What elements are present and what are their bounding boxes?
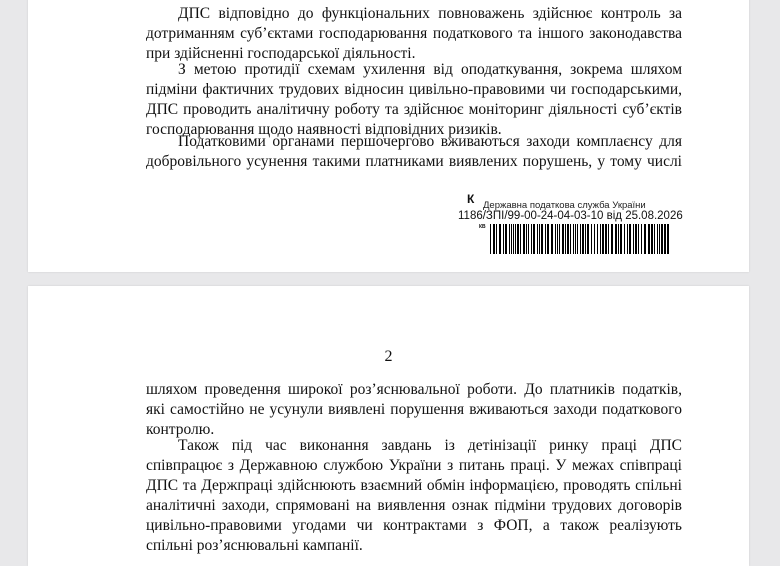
text-line: З метою протидії схемам ухилення від оподаткування, зокрема шляхом [178,61,682,78]
barcode-bar [611,224,613,254]
barcode-bar [648,224,650,254]
text-line: контролю. [146,421,215,438]
barcode-bar [638,224,639,254]
barcode-bar [551,224,553,254]
barcode-bar [520,224,521,254]
text-line: співпрацює з Державною службою України з питань праці. У межах співпраці [146,457,682,474]
barcode-bar [567,224,569,254]
barcode-bar [618,224,619,254]
barcode-bar [657,224,658,254]
barcode-bar [517,224,519,254]
text-line: цивільно-правовими угодами чи контрактами з ФОП, а також реалізують [146,517,682,534]
barcode-bar [541,224,543,254]
barcode-bar [523,224,525,254]
barcode-bar [490,224,491,254]
document-page-2 [28,286,749,566]
stamp-letter: К [467,192,475,206]
stamp-registration-number: 1186/ЗПІ/99-00-24-04-03-10 від 25.08.2026 [458,210,683,222]
text-line: Податковими органами першочергово вживаються заходи комплаєнсу для [178,133,682,150]
barcode-bar [635,224,637,254]
text-line: ДПС відповідно до функціональних повноважень здійснює контроль за [178,5,682,22]
text-line: Також під час виконання завдань із детінізації ринку праці ДПС [178,437,682,454]
barcode-bar [585,224,586,254]
barcode-bar [493,224,495,254]
barcode-bar [559,224,560,254]
barcode-bar [615,224,617,254]
barcode-bar [654,224,655,254]
barcode-bar [577,224,578,254]
barcode-bar [511,224,512,254]
barcode-bar [633,224,634,254]
text-line: аналітичні заходи, спрямовані на виявлення ознак підміни трудових договорів [146,497,682,514]
barcode-bar [537,224,538,254]
text-line: при здійсненні господарської діяльності. [146,45,416,62]
barcode-bar [641,224,642,254]
page1-paragraph-2 [146,60,682,140]
barcode-bar [515,224,516,254]
barcode-bar [608,224,609,254]
barcode-bar [555,224,556,254]
barcode-bar [545,224,546,254]
barcode-bar [531,224,532,254]
barcode-bar [627,224,628,254]
barcode-bar [496,224,497,254]
text-line: господарювання щодо наявності відповідних ризиків. [146,121,502,138]
barcode-bar [533,224,535,254]
barcode-bar [580,224,581,254]
barcode-bar [624,224,625,254]
barcode-bar [591,224,592,254]
page2-paragraph-1 [146,380,682,440]
barcode-bar [528,224,529,254]
stamp-kv-mark: КВ [479,224,486,230]
barcode-bar [557,224,558,254]
barcode-bar [505,224,507,254]
text-line: дотриманням суб’єктами господарювання податкового та іншого законодавства [146,25,682,42]
barcode-bar [513,224,514,254]
barcode-bar [503,224,504,254]
page1-paragraph-1 [146,4,682,64]
page1-paragraph-3 [146,132,682,172]
barcode-bar [539,224,540,254]
barcode-bar [602,224,604,254]
barcode-bar [644,224,646,254]
barcode-bar [582,224,584,254]
document-page-1 [28,0,749,272]
barcode-bar [570,224,571,254]
text-line: спільні роз’яснювальні кампанії. [146,537,363,554]
barcode-bar [547,224,549,254]
barcode-bar [659,224,660,254]
barcode-bar [629,224,631,254]
barcode-bar [587,224,589,254]
text-line: шляхом проведення широкої роз’яснювальної роботи. До платників податків, [146,381,682,398]
barcode-bar [573,224,574,254]
barcode-bar [499,224,501,254]
barcode-bar [667,224,669,254]
barcode-bar [597,224,598,254]
barcode-bar [605,224,607,254]
barcode-bar [651,224,653,254]
barcode-bar [509,224,510,254]
barcode-bar [575,224,576,254]
stamp-organization: Державна податкова служба України [483,200,646,211]
text-line: ДПС проводить аналітичну роботу та здійснює моніторинг діяльності суб’єктів [146,101,682,118]
text-line: підміни фактичних трудових відносин цивільно-правовими чи господарськими, [146,81,682,98]
page-number: 2 [384,348,393,365]
barcode-bar [565,224,566,254]
barcode-bar [661,224,663,254]
barcode-bar [562,224,564,254]
text-line: ДПС та Держпраці здійснюють взаємний обмін інформацією, проводять спільні [146,477,682,494]
barcode [490,224,672,254]
barcode-bar [664,224,666,254]
text-line: добровільного усунення такими платниками виявлених порушень, у тому числі [146,153,682,170]
barcode-bar [620,224,622,254]
barcode-bar [594,224,595,254]
page2-paragraph-2 [146,436,682,556]
text-line: які самостійно не усунули виявлені порушення вживаються заходи податкового [146,401,682,418]
barcode-bar [600,224,601,254]
barcode-bar [526,224,527,254]
